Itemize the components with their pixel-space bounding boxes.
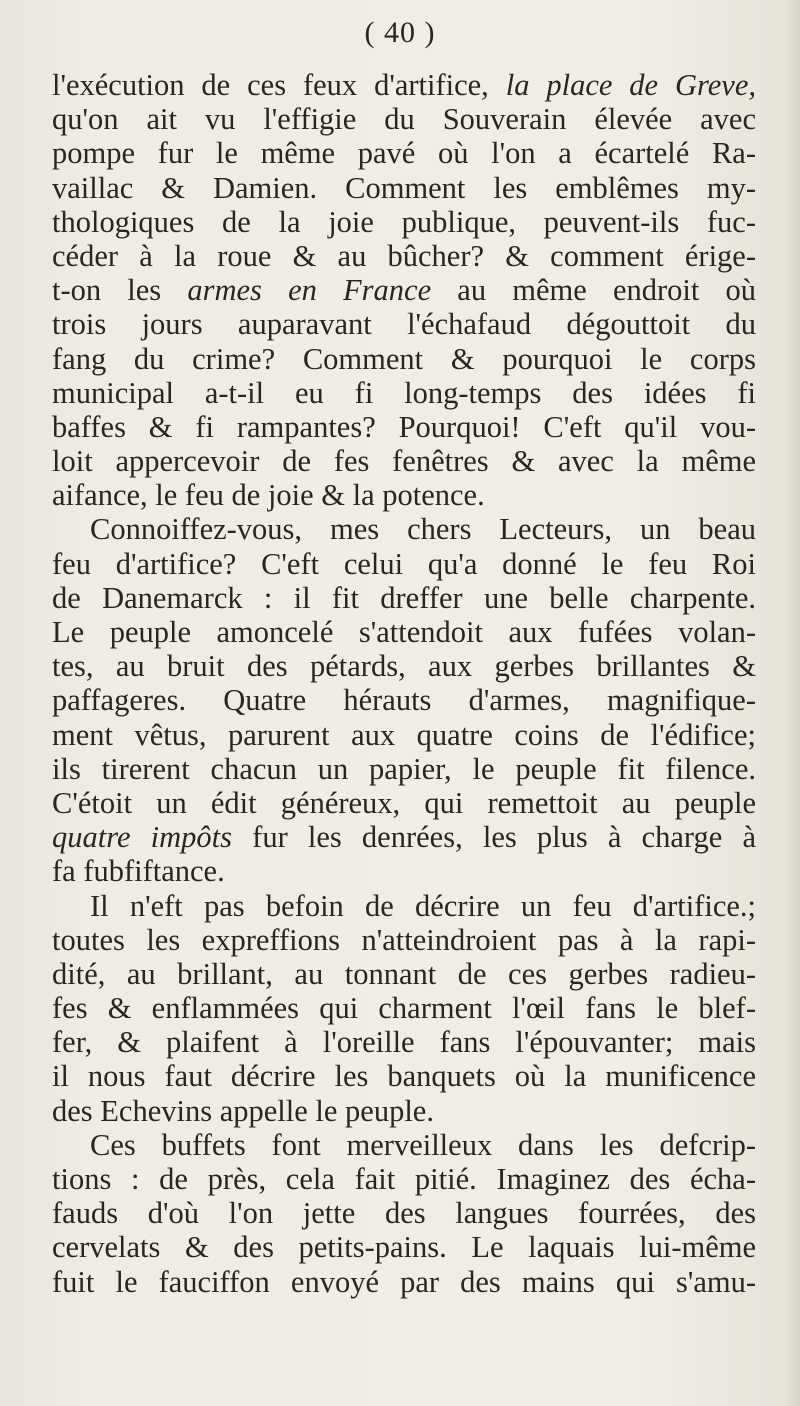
text-run: municipal a-t-il eu fi long-temps des idées fi <box>52 375 756 410</box>
text-line <box>52 239 756 273</box>
text-run: fang du crime? Comment & pourquoi le corps <box>52 341 756 376</box>
text-line <box>52 205 756 239</box>
text-run: tions : de près, cela fait pitié. Imaginez des écha- <box>52 1162 756 1196</box>
text-line <box>52 444 756 478</box>
italic-text-run: armes en France <box>187 273 432 308</box>
text-run: toutes les expreffions n'atteindroient pas à la rapi- <box>52 922 756 957</box>
text-line <box>52 410 756 444</box>
text-line <box>52 991 756 1025</box>
text-line <box>52 1162 756 1196</box>
text-run: fa fubfiftance. <box>52 854 225 889</box>
text-run: t-on les <box>52 273 188 308</box>
text-line <box>52 1128 756 1162</box>
text-run: fauds d'où l'on jette des langues fourrées, des <box>52 1196 756 1231</box>
text-run: fes & enflammées qui charment l'œil fans le blef- <box>52 991 756 1026</box>
text-line <box>52 68 756 102</box>
text-line <box>52 376 756 410</box>
text-line <box>52 1196 756 1230</box>
text-run: fer, & plaifent à l'oreille fans l'épouvanter; mais <box>52 1025 756 1060</box>
text-run: cervelats & des petits-pains. Le laquais lui-même <box>52 1230 756 1265</box>
text-line <box>52 102 756 136</box>
text-run: dité, au brillant, au tonnant de ces gerbes radieu- <box>52 956 756 991</box>
text-line <box>52 1025 756 1059</box>
italic-text-run: quatre impôts <box>52 820 233 855</box>
text-run: de Danemarck : il fit dreffer une belle charpente. <box>52 580 756 615</box>
text-run: des Echevins appelle le peuple. <box>52 1093 434 1128</box>
text-run: thologiques de la joie publique, peuvent-ils fuc- <box>52 204 756 239</box>
text-line <box>52 136 756 170</box>
text-line <box>52 307 756 341</box>
text-run: ils tirerent chacun un papier, le peuple fit filence. <box>52 751 756 786</box>
text-run: Connoiffez-vous, mes chers Lecteurs, un beau <box>90 512 756 547</box>
text-run: loit appercevoir de fes fenêtres & avec la même <box>52 444 756 479</box>
text-run: pompe fur le même pavé où l'on a écartelé Ra- <box>52 136 756 171</box>
text-line <box>52 615 756 649</box>
text-run: Le peuple amoncelé s'attendoit aux fufées volan- <box>52 615 756 649</box>
text-run: Ces buffets font merveilleux dans les defcrip- <box>90 1127 756 1162</box>
text-run: baffes & fi rampantes? Pourquoi! C'eft qu'il vou- <box>52 409 756 444</box>
text-line <box>52 1265 756 1299</box>
text-line <box>52 512 756 546</box>
text-line <box>52 889 756 923</box>
text-run: fuit le fauciffon envoyé par des mains qui s'amu- <box>52 1264 756 1299</box>
text-run: céder à la roue & au bûcher? & comment érige- <box>52 238 756 273</box>
text-line <box>52 820 756 854</box>
text-run: trois jours auparavant l'échafaud dégouttoit du <box>52 307 756 342</box>
text-line <box>52 547 756 581</box>
text-run: Il n'eft pas befoin de décrire un feu d'artifice.; <box>90 888 756 923</box>
text-run: tes, au bruit des pétards, aux gerbes brillantes & <box>52 649 756 684</box>
italic-text-run: la place de Greve, <box>505 68 756 102</box>
text-run: feu d'artifice? C'eft celui qu'a donné le feu Roi <box>52 546 756 581</box>
text-line <box>52 923 756 957</box>
text-run: il nous faut décrire les banquets où la munificence <box>52 1059 756 1094</box>
text-line <box>52 752 756 786</box>
text-line <box>52 854 756 888</box>
text-run: fur les denrées, les plus à charge à <box>232 820 756 855</box>
text-line <box>52 1230 756 1264</box>
body-text <box>52 68 756 1299</box>
text-line <box>52 171 756 205</box>
text-line <box>52 957 756 991</box>
text-line <box>52 718 756 752</box>
page-number: ( 40 ) <box>364 16 436 49</box>
text-run: aifance, le feu de joie & la potence. <box>52 478 485 513</box>
text-line <box>52 786 756 820</box>
text-line <box>52 1094 756 1128</box>
text-run: paffageres. Quatre hérauts d'armes, magnifique- <box>52 683 756 718</box>
text-run: l'exécution de ces feux d'artifice, <box>52 68 506 102</box>
text-run: ment vêtus, parurent aux quatre coins de l'édifice; <box>52 717 756 752</box>
text-run: qu'on ait vu l'effigie du Souverain élevée avec <box>52 102 756 137</box>
text-line <box>52 581 756 615</box>
text-line <box>52 1059 756 1093</box>
text-line <box>52 478 756 512</box>
text-line <box>52 273 756 307</box>
page-edge-shadow <box>786 0 800 1406</box>
text-line <box>52 342 756 376</box>
text-run: vaillac & Damien. Comment les emblêmes my- <box>52 170 756 205</box>
text-run: C'étoit un édit généreux, qui remettoit au peuple <box>52 785 756 820</box>
text-line <box>52 683 756 717</box>
text-run: au même endroit où <box>431 273 756 308</box>
text-line <box>52 649 756 683</box>
